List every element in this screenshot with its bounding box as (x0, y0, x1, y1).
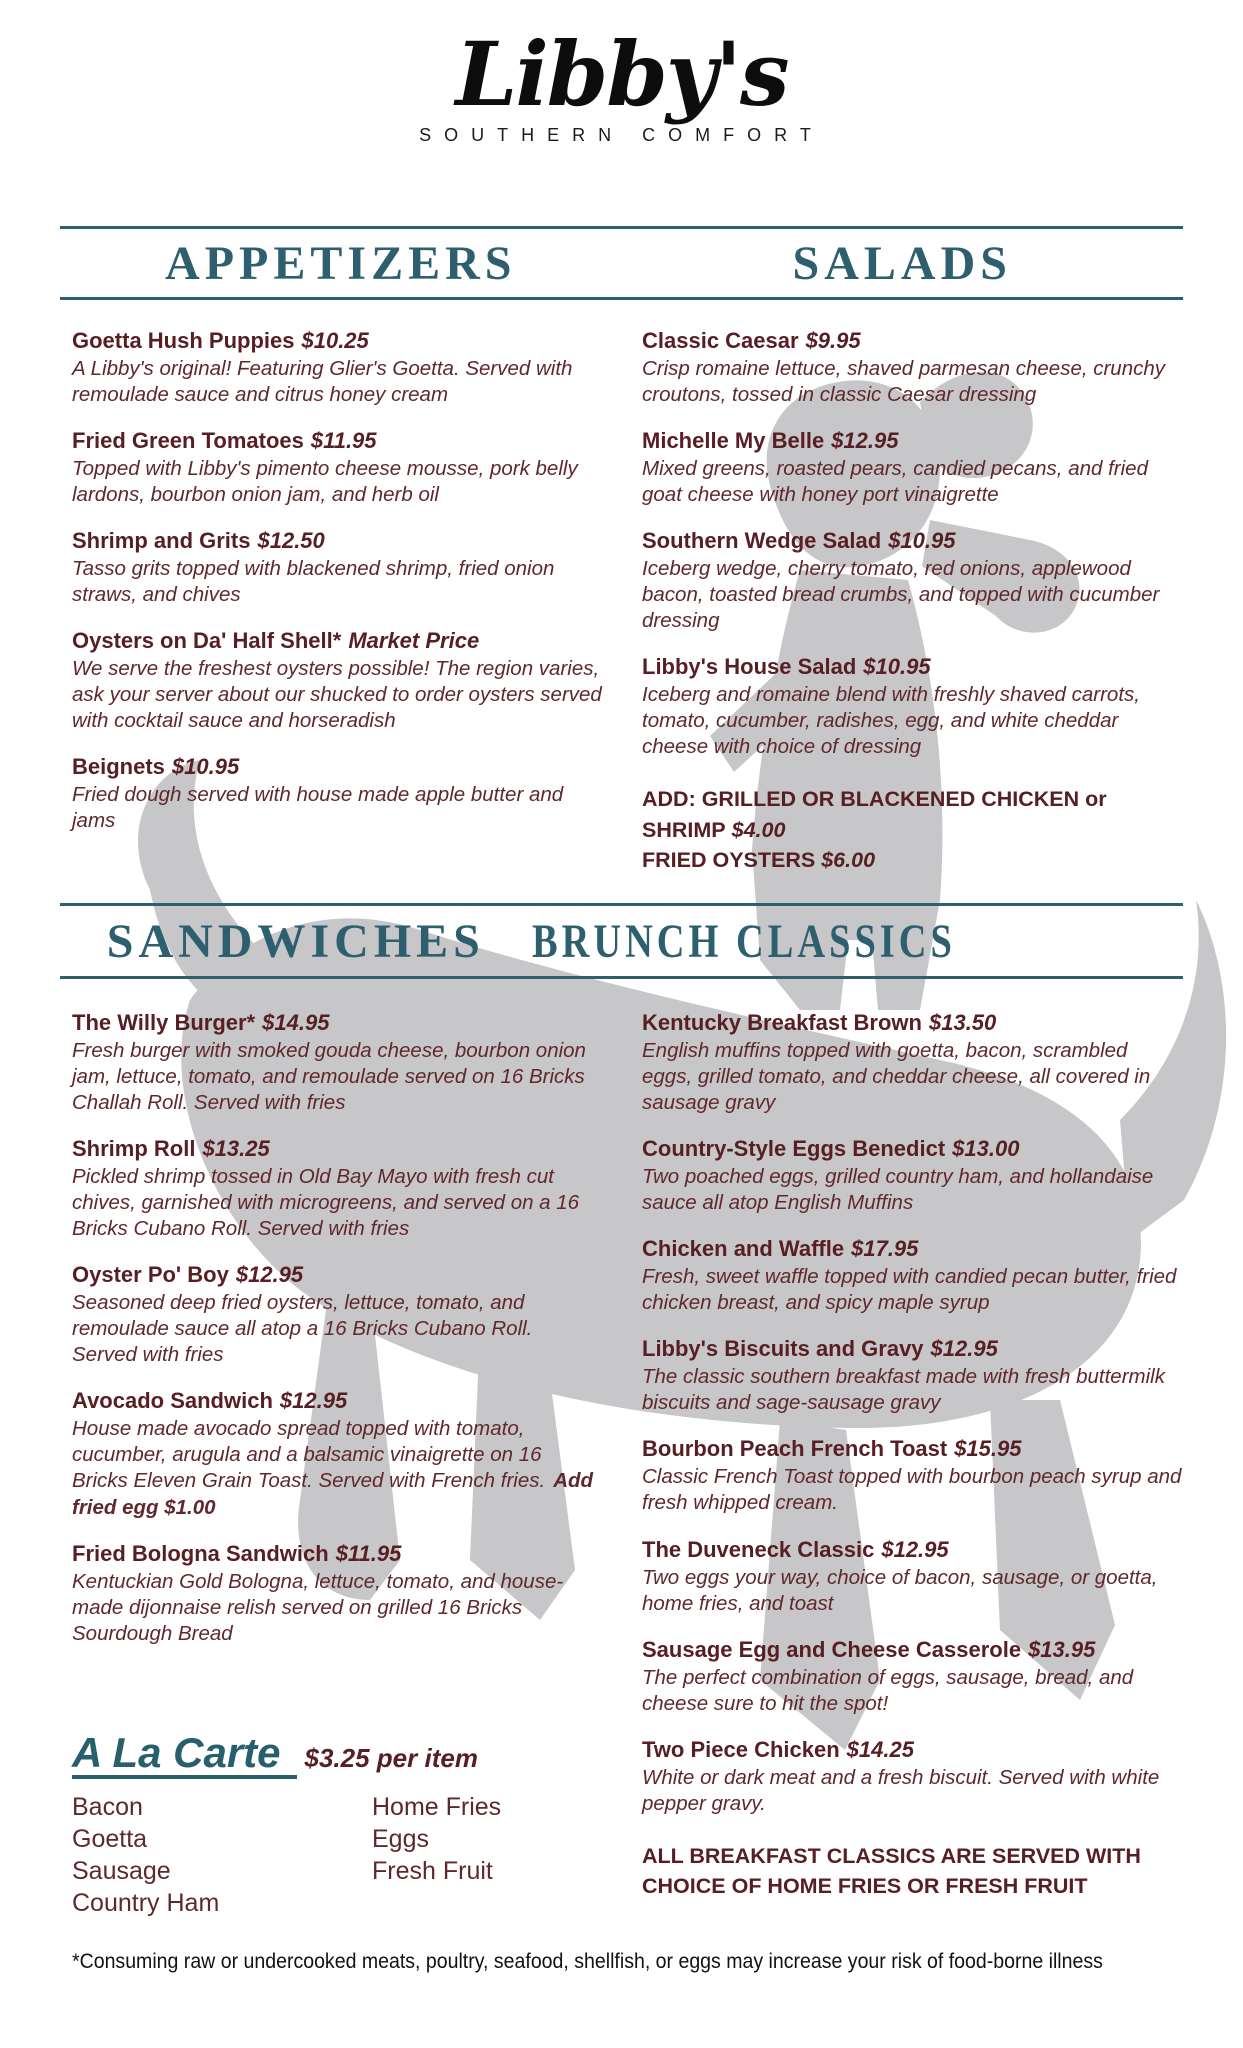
item-description: The perfect combination of eggs, sausage, bread, and cheese sure to hit the spot! (642, 1665, 1134, 1715)
item-name: Southern Wedge Salad (642, 528, 882, 554)
menu-item (72, 752, 602, 834)
item-name: Libby's House Salad (642, 654, 857, 680)
note-label: FRIED OYSTERS (642, 848, 816, 873)
item-description: Crisp romaine lettuce, shaved parmesan cheese, crunchy croutons, tossed in classic Caesar dressing (642, 357, 1166, 407)
a-la-carte-item: Goetta (72, 1824, 148, 1853)
menu-item (642, 326, 1182, 408)
menu-columns-bottom (72, 1008, 1182, 1919)
item-description: Iceberg and romaine blend with freshly shaved carrots, tomato, cucumber, radishes, egg, and white cheddar cheese with choice of dressing (642, 683, 1140, 759)
item-description: Two eggs your way, choice of bacon, sausage, or goetta, home fries, and toast (642, 1565, 1158, 1615)
header-cell (622, 236, 1184, 291)
item-price: $14.25 (846, 1736, 914, 1762)
note-label: ADD: GRILLED OR BLACKENED CHICKEN or SHRIMP (642, 787, 1107, 842)
header-band-bottom (60, 903, 1183, 979)
item-price: $10.95 (863, 654, 931, 680)
item-price: Market Price (348, 628, 480, 654)
menu-item (642, 1234, 1182, 1316)
item-price: $13.25 (202, 1136, 270, 1162)
a-la-carte-item: Home Fries (372, 1792, 502, 1821)
menu-item (72, 1386, 602, 1520)
item-name: Chicken and Waffle (642, 1236, 845, 1262)
item-description: Tasso grits topped with blackened shrimp, fried onion straws, and chives (72, 557, 555, 607)
menu-item (72, 1539, 602, 1647)
salads-column (642, 326, 1182, 876)
item-description: Topped with Libby's pimento cheese mousse, pork belly lardons, bourbon onion jam, and herb oil (72, 457, 578, 507)
item-description: Fresh, sweet waffle topped with candied pecan butter, fried chicken breast, and spicy maple syrup (642, 1265, 1177, 1315)
a-la-carte-title: A La Carte (72, 1731, 297, 1779)
appetizers-column (72, 326, 602, 876)
item-price: $13.00 (952, 1136, 1020, 1162)
item-description: Iceberg wedge, cherry tomato, red onions, applewood bacon, toasted bread crumbs, and topped with cucumber dressing (642, 557, 1160, 633)
item-description: House made avocado spread topped with tomato, cucumber, arugula and a balsamic vinaigrette on 16 Bricks Eleven Grain Toast. Served with French fries. (72, 1417, 546, 1493)
item-price: $12.95 (235, 1262, 304, 1288)
menu-item (72, 326, 602, 408)
item-price: $11.95 (310, 428, 377, 454)
section-header-salads: SALADS (792, 236, 1012, 290)
footer-disclaimer: *Consuming raw or undercooked meats, poultry, seafood, shellfish, or eggs may increase your risk of food-borne illness (72, 1950, 1103, 1973)
menu-item (642, 652, 1182, 760)
item-description: English muffins topped with goetta, bacon, scrambled eggs, grilled tomato, and cheddar cheese, all covered in sausage gravy (642, 1039, 1151, 1115)
menu-item (642, 526, 1182, 634)
menu-item (72, 1008, 602, 1116)
header-cell (532, 914, 1183, 969)
item-name: Country-Style Eggs Benedict (642, 1136, 946, 1162)
a-la-carte-col2 (372, 1791, 602, 1919)
menu-item (72, 426, 602, 508)
item-name: Oyster Po' Boy (72, 1262, 229, 1288)
menu-item (72, 526, 602, 608)
sandwiches-column (72, 1008, 602, 1919)
item-name: Shrimp and Grits (72, 528, 251, 554)
item-description-bold: Add fried egg $1.00 (72, 1469, 594, 1519)
a-la-carte-price-note: $3.25 per item (304, 1742, 478, 1773)
item-name: Two Piece Chicken (642, 1736, 840, 1762)
menu-item (642, 1735, 1182, 1817)
note-price: $6.00 (821, 848, 876, 873)
salads-addons-note (642, 784, 1182, 876)
item-name: Kentucky Breakfast Brown (642, 1010, 922, 1035)
item-price: $10.95 (171, 754, 240, 780)
item-price: $12.95 (881, 1536, 949, 1562)
brand-name: Libby's (455, 22, 788, 126)
item-price: $12.95 (930, 1336, 998, 1362)
menu-item (642, 1635, 1182, 1717)
header-cell (60, 914, 532, 969)
item-name: Shrimp Roll (72, 1136, 196, 1162)
a-la-carte-item: Sausage (72, 1856, 171, 1885)
item-description: Two poached eggs, grilled country ham, and hollandaise sauce all atop English Muffins (642, 1165, 1154, 1215)
menu-columns-top (72, 326, 1182, 876)
item-name: The Willy Burger* (72, 1010, 256, 1035)
menu-item (642, 1334, 1182, 1416)
note-price: $4.00 (731, 817, 786, 842)
item-price: $11.95 (335, 1540, 402, 1566)
a-la-carte-item: Eggs (372, 1824, 429, 1853)
item-name: Oysters on Da' Half Shell* (72, 628, 342, 654)
item-description: The classic southern breakfast made with fresh buttermilk biscuits and sage-sausage gravy (642, 1365, 1165, 1415)
item-name: The Duveneck Classic (642, 1536, 875, 1562)
item-description: Fresh burger with smoked gouda cheese, bourbon onion jam, lettuce, tomato, and remoulade served on 16 Bricks Challah Roll. Served with fries (72, 1039, 586, 1115)
brand-tagline: SOUTHERN COMFORT (419, 124, 824, 145)
item-price: $12.95 (279, 1388, 348, 1414)
header-cell (60, 236, 622, 291)
item-name: Beignets (72, 754, 165, 780)
item-name: Bourbon Peach French Toast (642, 1436, 948, 1462)
item-price: $17.95 (851, 1236, 919, 1262)
item-description: A Libby's original! Featuring Glier's Goetta. Served with remoulade sauce and citrus honey cream (72, 357, 573, 407)
item-description: Classic French Toast topped with bourbon peach syrup and fresh whipped cream. (642, 1465, 1182, 1515)
brunch-note: ALL BREAKFAST CLASSICS ARE SERVED WITH CHOICE OF HOME FRIES OR FRESH FRUIT (642, 1843, 1141, 1899)
item-description: Pickled shrimp tossed in Old Bay Mayo with fresh cut chives, garnished with microgreens, and served on a 16 Bricks Cubano Roll. Served with fries (72, 1165, 580, 1241)
item-description: White or dark meat and a fresh biscuit. Served with white pepper gravy. (642, 1765, 1160, 1815)
item-price: $14.95 (262, 1010, 330, 1035)
menu-item (642, 1535, 1182, 1617)
item-name: Fried Bologna Sandwich (72, 1540, 329, 1566)
item-name: Fried Green Tomatoes (72, 428, 304, 454)
item-price: $9.95 (805, 328, 861, 353)
item-name: Sausage Egg and Cheese Casserole (642, 1636, 1022, 1662)
a-la-carte-item: Country Ham (72, 1888, 220, 1917)
menu-item (642, 1008, 1182, 1116)
item-price: $12.50 (257, 528, 325, 554)
item-description: We serve the freshest oysters possible! The region varies, ask your server about our shucked to order oysters served with cocktail sauce and horseradish (72, 657, 602, 733)
menu-item (72, 1134, 602, 1242)
item-name: Classic Caesar (642, 328, 799, 353)
section-header-sandwiches: SANDWICHES (106, 914, 485, 968)
item-price: $13.50 (928, 1010, 997, 1035)
menu-item (642, 426, 1182, 508)
item-price: $15.95 (954, 1436, 1022, 1462)
item-description: Kentuckian Gold Bologna, lettuce, tomato, and house-made dijonnaise relish served on grilled 16 Bricks Sourdough Bread (72, 1569, 564, 1645)
item-price: $10.25 (301, 328, 369, 353)
menu-item (642, 1134, 1182, 1216)
a-la-carte-section (72, 1728, 602, 1919)
a-la-carte-col1 (72, 1791, 372, 1919)
item-description: Seasoned deep fried oysters, lettuce, tomato, and remoulade sauce all atop a 16 Bricks Cubano Roll. Served with fries (72, 1291, 533, 1367)
item-price: $13.95 (1028, 1636, 1096, 1662)
item-price: $10.95 (888, 528, 956, 554)
a-la-carte-item: Fresh Fruit (372, 1856, 493, 1885)
section-header-appetizers: APPETIZERS (165, 236, 517, 290)
item-name: Michelle My Belle (642, 428, 825, 454)
brunch-column (642, 1008, 1182, 1919)
brand-logo (0, 22, 1243, 146)
menu-item (72, 626, 602, 734)
menu-item (642, 1434, 1182, 1516)
item-description: Mixed greens, roasted pears, candied pecans, and fried goat cheese with honey port vinaigrette (642, 457, 1148, 507)
item-description: Fried dough served with house made apple butter and jams (72, 783, 564, 833)
item-name: Goetta Hush Puppies (72, 328, 295, 353)
menu-item (72, 1260, 602, 1368)
a-la-carte-item: Bacon (72, 1792, 143, 1821)
section-header-brunch: BRUNCH CLASSICS (531, 914, 956, 968)
item-name: Libby's Biscuits and Gravy (642, 1336, 924, 1362)
item-price: $12.95 (831, 428, 899, 454)
header-band-top (60, 226, 1183, 300)
item-name: Avocado Sandwich (72, 1388, 273, 1414)
